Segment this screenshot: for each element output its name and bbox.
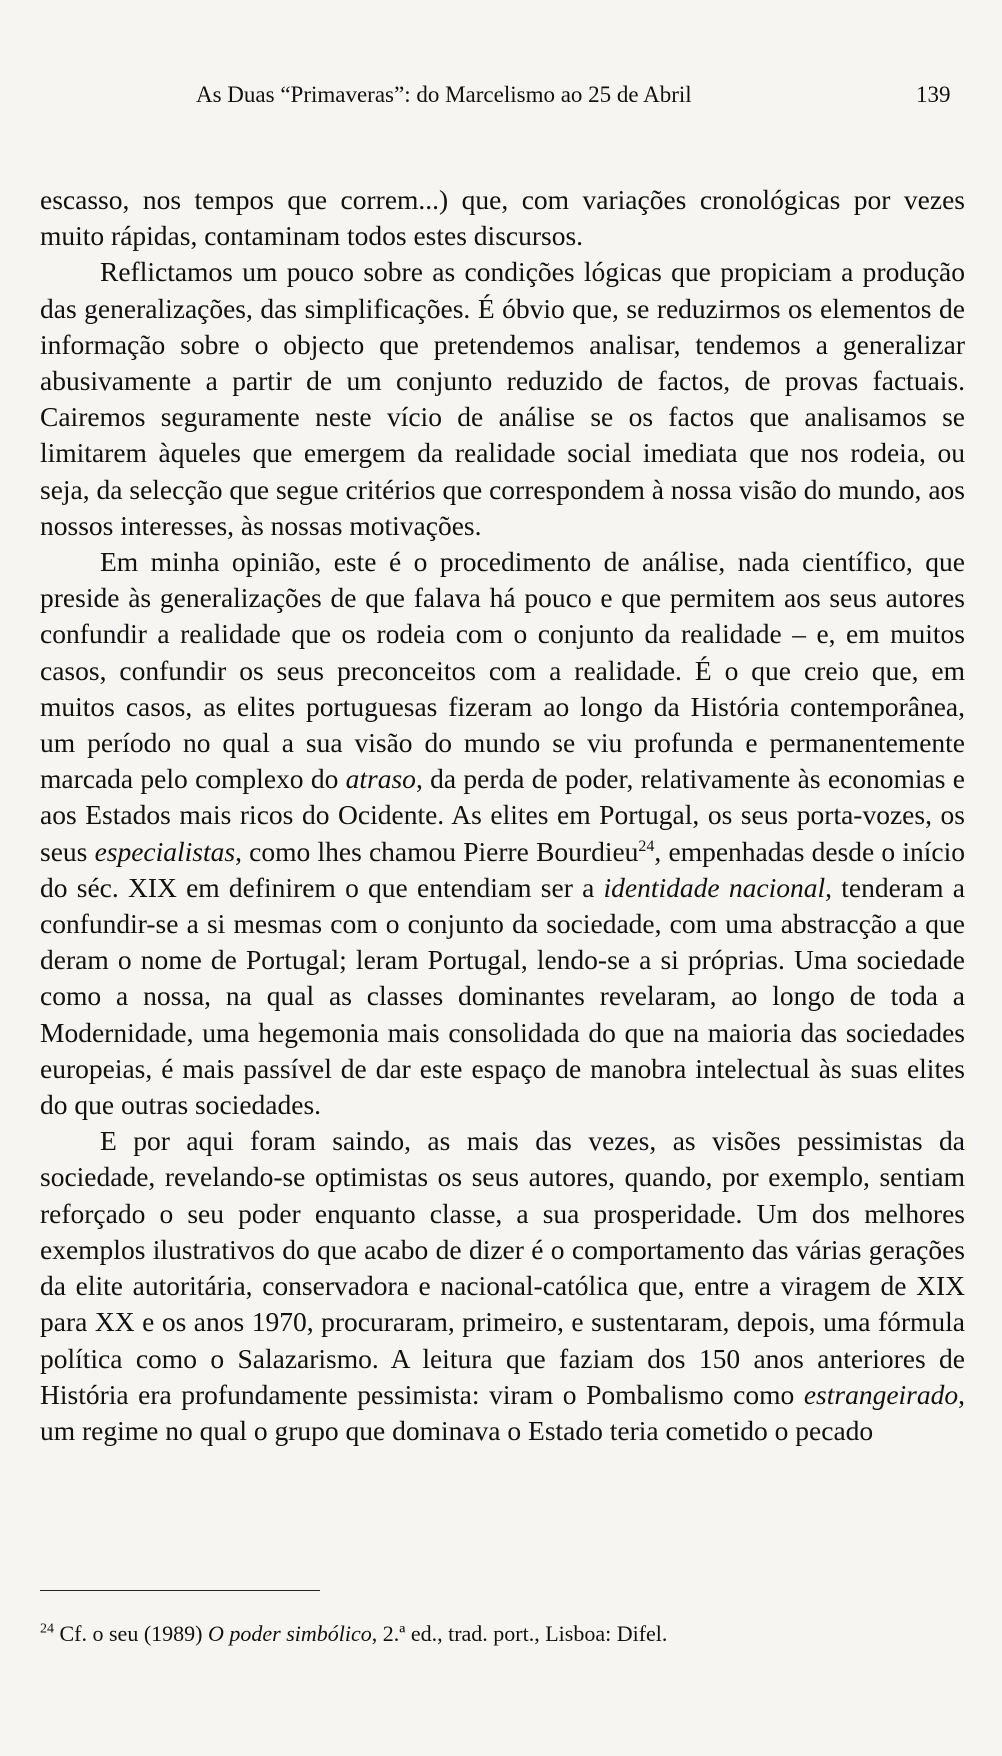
paragraph-text: , como lhes chamou Pierre Bourdieu bbox=[235, 835, 639, 867]
footnote-text: Cf. o seu (1989) bbox=[54, 1621, 208, 1646]
page-number: 139 bbox=[916, 82, 951, 107]
paragraph-text: Em minha opinião, este é o procedimento de análise, nada científico, que preside às generalizações de que falava há pouco e que permitem aos seus autores confundir a realidade que os rodeia com o conjunto da realidade – e, em muitos casos, confundir os seus preconceitos com a realidade. É o que creio que, em muitos casos, as elites portuguesas fizeram ao longo da História contemporânea, um período no qual a sua visão do mundo se viu profunda e permanentemente marcada pelo complexo do bbox=[40, 546, 965, 795]
footnote-text: , 2.ª ed., trad. port., Lisboa: Difel. bbox=[371, 1621, 668, 1646]
running-title: As Duas “Primaveras”: do Marcelismo ao 25 de Abril bbox=[196, 82, 692, 107]
paragraph-text: , um regime no qual o grupo que dominava o Estado teria cometido o pecado bbox=[40, 1378, 965, 1446]
paragraph-2 bbox=[40, 254, 965, 544]
paragraph-4 bbox=[40, 1123, 965, 1449]
paragraph-1 bbox=[40, 182, 965, 254]
footnote-divider bbox=[40, 1590, 320, 1591]
paragraph-3 bbox=[40, 544, 965, 1123]
paragraph-text: , tenderam a confundir-se a si mesmas com o conjunto da sociedade, com uma abstracção a que deram o nome de Portugal; leram Portugal, lendo-se a si próprias. Uma sociedade como a nossa, na qual as classes dominantes revelaram, ao longo de toda a Modernidade, uma hegemonia mais consolidada do que na maioria das sociedades europeias, é mais passível de dar este espaço de manobra intelectual às suas elites do que outras sociedades. bbox=[40, 871, 965, 1121]
paragraph-text: Reflictamos um pouco sobre as condições lógicas que propiciam a produção das generalizações, das simplificações. É óbvio que, se reduzirmos os elementos de informação sobre o objecto que pretendemos analisar, tendemos a generalizar abusivamente a partir de um conjunto reduzido de factos, de provas factuais. Cairemos seguramente neste vício de análise se os factos que analisamos se limitarem àqueles que emergem da realidade social imediata que nos rodeia, ou seja, da selecção que segue critérios que correspondem à nossa visão do mundo, aos nossos interesses, às nossas motivações. bbox=[40, 256, 965, 541]
footnote bbox=[40, 1620, 960, 1648]
footnote-number: 24 bbox=[40, 1621, 54, 1637]
paragraph-text: , da perda de poder, relativamente às economias e aos Estados mais ricos do Ocidente. As elites em Portugal, os seus porta-vozes, os seus bbox=[40, 763, 965, 867]
italic-term: identidade nacional bbox=[603, 871, 826, 903]
italic-term: especialistas bbox=[94, 835, 236, 867]
paragraph-text: escasso, nos tempos que correm...) que, com variações cronológicas por vezes muito rápidas, contaminam todos estes discursos. bbox=[40, 184, 965, 252]
footnote-book-title: O poder simbólico bbox=[207, 1621, 372, 1646]
paragraph-text: E por aqui foram saindo, as mais das vezes, as visões pessimistas da sociedade, revelando-se optimistas os seus autores, quando, por exemplo, sentiam reforçado o seu poder enquanto classe, a sua prosperidade. Um dos melhores exemplos ilustrativos do que acabo de dizer é o comportamento das várias gerações da elite autoritária, conservadora e nacional-católica que, entre a viragem de XIX para XX e os anos 1970, procuraram, primeiro, e sustentaram, depois, uma fórmula política como o Salazarismo. A leitura que faziam dos 150 anos anteriores de História era profundamente pessimista: viram o Pombalismo como bbox=[40, 1125, 965, 1410]
footnote-reference: 24 bbox=[638, 837, 655, 855]
italic-term: estrangeirado bbox=[803, 1378, 959, 1410]
body-text bbox=[40, 182, 965, 1449]
paragraph-text: , empenhadas desde o início do séc. XIX em definirem o que entendiam ser a bbox=[40, 835, 965, 903]
italic-term: atraso bbox=[345, 763, 416, 795]
